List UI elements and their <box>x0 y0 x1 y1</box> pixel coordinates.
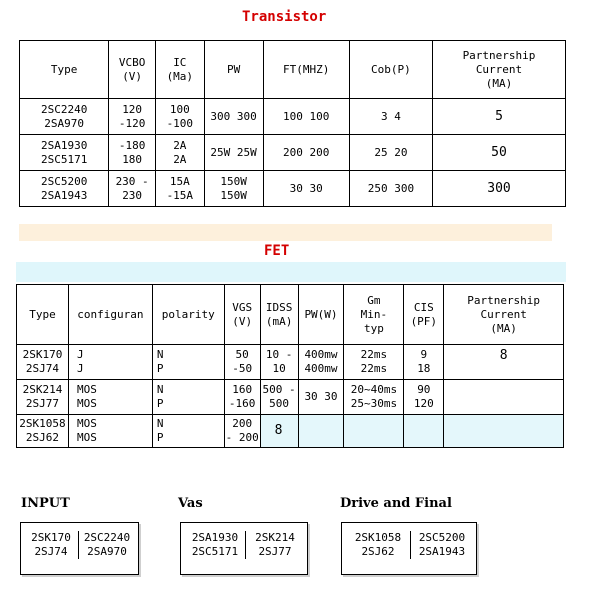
cell-ic: 2A 2A <box>155 135 204 171</box>
cell-vcbo: -180 180 <box>109 135 156 171</box>
cell-cob: 25 20 <box>349 135 432 171</box>
header-vcbo: VCBO (V) <box>109 41 156 99</box>
cell-polarity: N P <box>152 345 224 380</box>
cell-vgs: 160 -160 <box>224 380 260 415</box>
cell-current: 300 <box>433 171 566 207</box>
divider <box>410 531 411 559</box>
divider <box>78 531 79 559</box>
cell-type: 2SK170 2SJ74 <box>17 345 69 380</box>
fet-table <box>16 284 564 448</box>
cell-vcbo: 230 - 230 <box>109 171 156 207</box>
cell-gm: 22ms 22ms <box>344 345 404 380</box>
cell-pw: 300 300 <box>204 99 263 135</box>
drive-final-stage-box <box>341 522 477 575</box>
cell-type: 2SK1058 2SJ62 <box>17 415 69 448</box>
fet-title: FET <box>264 243 290 259</box>
table-row <box>17 345 564 380</box>
drive-final-left-parts: 2SK1058 2SJ62 <box>354 531 402 558</box>
cell-configuration: MOS MOS <box>68 415 152 448</box>
cell-configuration: MOS MOS <box>68 380 152 415</box>
cell-idss: 8 <box>260 415 298 448</box>
cell-current <box>444 415 564 448</box>
cell-cis <box>404 415 444 448</box>
vas-stage-box <box>180 522 308 575</box>
cell-vcbo: 120 -120 <box>109 99 156 135</box>
drive-final-right-parts: 2SC5200 2SA1943 <box>418 531 466 558</box>
cell-type: 2SK214 2SJ77 <box>17 380 69 415</box>
header-polarity: polarity <box>152 285 224 345</box>
header-pw: PW(W) <box>298 285 344 345</box>
cell-current: 50 <box>433 135 566 171</box>
divider <box>245 531 246 559</box>
cell-current <box>444 380 564 415</box>
header-type: Type <box>20 41 109 99</box>
input-stage-box <box>20 522 139 575</box>
input-left-parts: 2SK170 2SJ74 <box>31 531 71 558</box>
fet-header-row <box>17 285 564 345</box>
transistor-header-row <box>20 41 566 99</box>
cell-pw: 400mw 400mw <box>298 345 344 380</box>
cell-pw <box>298 415 344 448</box>
header-configuration: configuran <box>68 285 152 345</box>
header-ic: IC (Ma) <box>155 41 204 99</box>
transistor-table <box>19 40 566 207</box>
cell-pw: 30 30 <box>298 380 344 415</box>
peach-divider <box>19 224 552 241</box>
input-stage-label: INPUT <box>21 496 70 511</box>
vas-left-parts: 2SA1930 2SC5171 <box>191 531 239 558</box>
cell-polarity: N P <box>152 380 224 415</box>
table-row <box>20 99 566 135</box>
input-right-parts: 2SC2240 2SA970 <box>83 531 131 558</box>
cell-current: 8 <box>444 345 564 380</box>
cell-polarity: N P <box>152 415 224 448</box>
header-current: Partnership Current (MA) <box>433 41 566 99</box>
header-vgs: VGS (V) <box>224 285 260 345</box>
cell-ic: 100 -100 <box>155 99 204 135</box>
cell-current: 5 <box>433 99 566 135</box>
cell-gm: 20~40ms 25~30ms <box>344 380 404 415</box>
table-row <box>17 380 564 415</box>
cell-cis: 90 120 <box>404 380 444 415</box>
cell-type: 2SC2240 2SA970 <box>20 99 109 135</box>
table-row <box>17 415 564 448</box>
cell-idss: 500 - 500 <box>260 380 298 415</box>
cell-type: 2SA1930 2SC5171 <box>20 135 109 171</box>
header-ft: FT(MHZ) <box>263 41 349 99</box>
cell-ft: 30 30 <box>263 171 349 207</box>
transistor-title: Transistor <box>242 9 327 25</box>
header-cob: Cob(P) <box>349 41 432 99</box>
cell-idss: 10 - 10 <box>260 345 298 380</box>
cell-pw: 150W 150W <box>204 171 263 207</box>
cell-vgs: 50 -50 <box>224 345 260 380</box>
header-current: Partnership Current (MA) <box>444 285 564 345</box>
cell-configuration: J J <box>68 345 152 380</box>
table-row <box>20 135 566 171</box>
cell-ft: 200 200 <box>263 135 349 171</box>
cyan-band <box>16 262 566 282</box>
cell-pw: 25W 25W <box>204 135 263 171</box>
cell-ft: 100 100 <box>263 99 349 135</box>
cell-type: 2SC5200 2SA1943 <box>20 171 109 207</box>
cell-vgs: 200 - 200 <box>224 415 260 448</box>
cell-cob: 250 300 <box>349 171 432 207</box>
header-gm: Gm Min- typ <box>344 285 404 345</box>
header-cis: CIS (PF) <box>404 285 444 345</box>
header-pw: PW <box>204 41 263 99</box>
vas-right-parts: 2SK214 2SJ77 <box>255 531 295 558</box>
table-row <box>20 171 566 207</box>
cell-cis: 9 18 <box>404 345 444 380</box>
cell-ic: 15A -15A <box>155 171 204 207</box>
cell-cob: 3 4 <box>349 99 432 135</box>
cell-gm <box>344 415 404 448</box>
vas-stage-label: Vas <box>178 496 203 511</box>
header-type: Type <box>17 285 69 345</box>
header-idss: IDSS (mA) <box>260 285 298 345</box>
drive-final-stage-label: Drive and Final <box>340 496 452 511</box>
